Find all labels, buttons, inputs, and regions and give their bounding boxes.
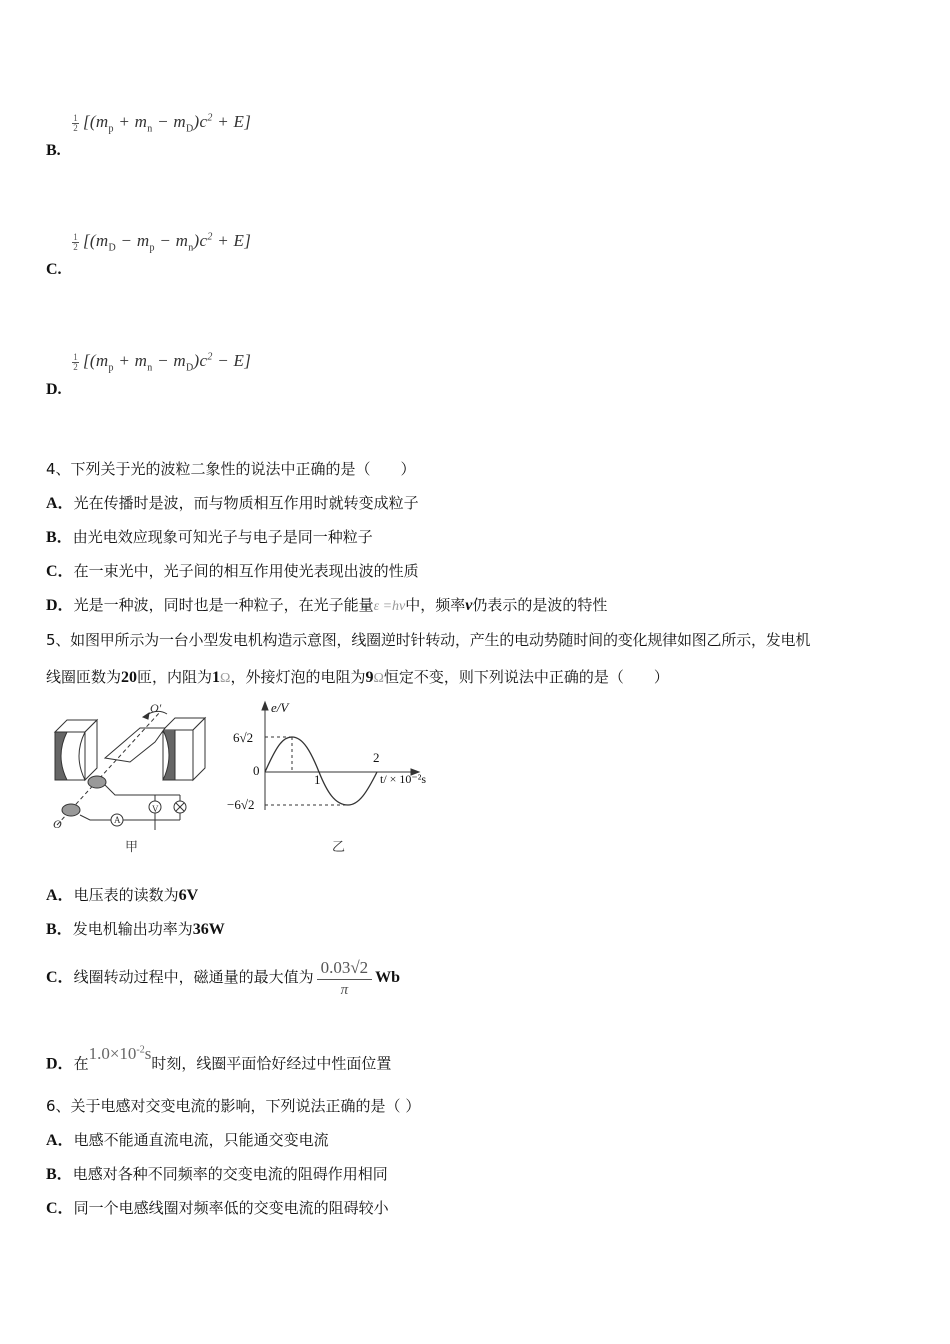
q5-stem-line1: 5、如图甲所示为一台小型发电机构造示意图，线圈逆时针转动，产生的电动势随时间的变化规律如图乙所示，发电机 (46, 631, 811, 649)
frequency-symbol: ν (465, 597, 473, 614)
option-label: D． (46, 597, 74, 614)
photon-energy-formula: ε =hν (373, 599, 406, 614)
q4-option-d[interactable]: D．光是一种波，同时也是一种粒子，在光子能量ε =hν中，频率ν仍表示的是波的特性 (46, 596, 608, 614)
x-tick-2: 2 (373, 750, 380, 765)
q6-stem: 6、关于电感对交变电流的影响，下列说法正确的是（ ） (46, 1097, 421, 1115)
internal-resistance: 1 (212, 669, 221, 686)
q4-option-b[interactable] (46, 527, 373, 548)
option-label: A． (46, 887, 74, 904)
option-label: C． (46, 969, 74, 986)
option-value: 36W (192, 921, 225, 938)
q5-option-c[interactable]: C．线圈转动过程中，磁通量的最大值为 $\frac{0.03√2}{\pi}$ Wb (46, 957, 401, 998)
option-label: C． (46, 1200, 74, 1217)
q4-option-a[interactable] (46, 493, 419, 514)
q3-option-d-formula: $\frac{1}{2}$ $[(m_p + m_n - m_D)c^2 - E]$ (73, 351, 252, 374)
q5-option-a[interactable]: A．电压表的读数为6V (46, 886, 199, 904)
generator-diagram (45, 700, 215, 830)
half-fraction: $\frac{1}{2}$ (73, 112, 78, 133)
option-label: B. (46, 142, 61, 159)
generator-schematic-icon (45, 700, 215, 830)
svg-text:O′: O′ (150, 701, 162, 715)
svg-text:O: O (53, 817, 62, 830)
option-label: B． (46, 1166, 73, 1183)
bulb-resistance: 9 (365, 669, 374, 686)
coil-turns: 20 (121, 669, 138, 686)
option-text: 光是一种波，同时也是一种粒子，在光子能量 (73, 596, 374, 614)
option-text: 电感不能通直流电流，只能通交变电流 (73, 1131, 329, 1149)
q6-option-a[interactable] (46, 1130, 329, 1151)
emf-time-chart (225, 700, 440, 830)
ammeter-label: A (114, 815, 121, 825)
option-label: A． (46, 1132, 74, 1149)
q4-stem: 4、下列关于光的波粒二象性的说法中正确的是（ ） (46, 460, 416, 478)
option-label: D． (46, 1055, 74, 1073)
half-fraction: $\frac{1}{2}$ (73, 231, 78, 252)
flux-max-fraction: $\frac{0.03√2}{\pi}$ (317, 957, 373, 1000)
option-label: C. (46, 261, 62, 278)
half-fraction: $\frac{1}{2}$ (73, 351, 78, 372)
figure-yi-caption: 乙 (332, 840, 346, 855)
q3-option-b-formula: $\frac{1}{2}$ $[(m_p + m_n - m_D)c^2 + E]$ (73, 112, 252, 135)
figure-jia-caption: 甲 (125, 840, 139, 855)
voltmeter-label: V (152, 804, 159, 814)
option-label: B． (46, 529, 73, 546)
q3-option-c[interactable] (46, 259, 62, 280)
option-text: 光在传播时是波，而与物质相互作用时就转变成粒子 (73, 494, 419, 512)
option-label: B． (46, 921, 73, 938)
option-text: 电感对各种不同频率的交变电流的阻碍作用相同 (72, 1165, 388, 1183)
q6-option-c[interactable] (46, 1198, 389, 1219)
q5-option-b[interactable]: B．发电机输出功率为36W (46, 920, 225, 938)
option-text: 同一个电感线圈对频率低的交变电流的阻碍较小 (73, 1199, 389, 1217)
option-label: D. (46, 381, 62, 398)
option-value: 6V (178, 887, 199, 904)
y-max-label: 6√2 (233, 730, 254, 745)
q5-stem-line2: 线圈匝数为20匝，内阻为1Ω，外接灯泡的电阻为9Ω恒定不变，则下列说法中正确的是（ ） (46, 668, 669, 686)
unit-label: Wb (375, 969, 401, 986)
q5-option-d[interactable]: D．在$1.0\times 10^{-2}s$时刻，线圈平面恰好经过中性面位置 (46, 1043, 392, 1073)
option-label: A． (46, 495, 74, 512)
x-axis-label: t/ × 10⁻²s (380, 772, 427, 786)
y-min-label: −6√2 (227, 797, 255, 812)
q3-option-c-formula: $\frac{1}{2}$ $[(m_D - m_p - m_n)c^2 + E]$ (73, 231, 252, 254)
option-text: 由光电效应现象可知光子与电子是同一种粒子 (72, 528, 373, 546)
option-text: 在一束光中，光子间的相互作用使光表现出波的性质 (73, 562, 419, 580)
q4-option-c[interactable] (46, 561, 419, 582)
option-label: C． (46, 563, 74, 580)
y-axis-label: e/V (271, 700, 289, 715)
x-tick-1: 1 (314, 772, 321, 787)
time-value: $1.0\times 10^{-2}s$ (88, 1043, 152, 1063)
q3-option-b[interactable] (46, 140, 61, 161)
q3-option-d[interactable] (46, 379, 62, 400)
origin-label: 0 (253, 763, 260, 778)
q6-option-b[interactable] (46, 1164, 388, 1185)
sine-curve (265, 737, 377, 805)
